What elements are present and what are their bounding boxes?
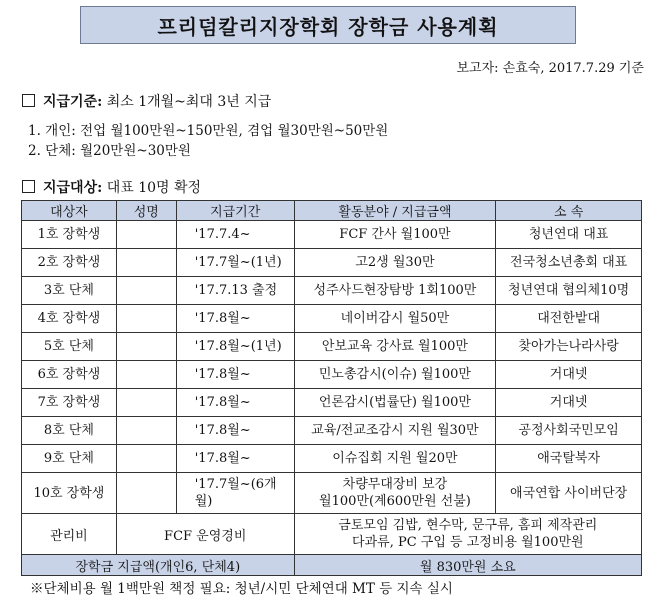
table-cell: 차량무대장비 보강 월100만(계600만원 선불) [294,473,496,514]
table-cell: FCF 간사 월100만 [294,221,496,249]
page-title: 프리덤칼리지장학회 장학금 사용계획 [80,6,576,44]
criteria-list [28,121,388,161]
footnote: ※단체비용 월 1백만원 책정 필요: 청년/시민 단체연대 MT 등 지속 실시 [30,581,453,597]
table-cell: 거대넷 [496,361,642,389]
table-cell: '17.8월~ [176,305,294,333]
col-header: 대상자 [22,201,117,221]
table-cell: '17.7월~(6개월) [176,473,294,514]
table-cell: 안보교육 강사료 월100만 [294,333,496,361]
table-cell: 애국연합 사이버단장 [496,473,642,514]
table-cell [116,221,176,249]
criteria-section [22,91,271,111]
criteria-head: 지급기준: [43,94,103,110]
recipients-section [22,177,201,197]
table-cell: 6호 장학생 [22,361,117,389]
total-amount: 월 830만원 소요 [294,555,641,576]
criteria-item: 2. 단체: 월20만원~30만원 [28,143,191,159]
table-cell: 교육/전교조감시 지원 월30만 [294,417,496,445]
table-cell [116,361,176,389]
table-cell: 민노총감시(이슈) 월100만 [294,361,496,389]
table-cell: '17.7.4~ [176,221,294,249]
table-row [22,333,642,361]
col-header: 성명 [116,201,176,221]
table-cell: 3호 단체 [22,277,117,305]
table-cell [116,473,176,514]
criteria-text: 최소 1개월~최대 3년 지급 [106,94,272,110]
table-row [22,473,642,514]
table-cell: 고2생 월30만 [294,249,496,277]
recipients-text: 대표 10명 확정 [106,180,202,196]
table-cell [116,417,176,445]
total-label: 장학금 지급액(개인6, 단체4) [22,555,295,576]
table-cell: 2호 장학생 [22,249,117,277]
table-row [22,249,642,277]
table-cell [116,305,176,333]
checkbox-icon [22,180,35,193]
criteria-item: 1. 개인: 전업 월100만원~150만원, 겸업 월30만원~50만원 [28,123,389,139]
table-cell: 10호 장학생 [22,473,117,514]
table-cell: '17.8월~ [176,361,294,389]
table-cell: 언론감시(법률단) 월100만 [294,389,496,417]
col-header: 활동분야 / 지급금액 [294,201,496,221]
table-cell: 8호 단체 [22,417,117,445]
table-row [22,417,642,445]
table-cell: 7호 장학생 [22,389,117,417]
table-row [22,277,642,305]
table-cell: '17.8월~(1년) [176,333,294,361]
table-cell: 청년연대 대표 [496,221,642,249]
table-cell: 전국청소년총회 대표 [496,249,642,277]
table-cell [116,389,176,417]
mgmt-detail: 금토모임 김밥, 현수막, 문구류, 홈피 제작관리 다과류, PC 구입 등 고정비용 월100만원 [294,514,641,555]
table-cell: 5호 단체 [22,333,117,361]
table-row [22,389,642,417]
table-cell: 대전한밭대 [496,305,642,333]
table-cell: 1호 장학생 [22,221,117,249]
mgmt-desc: FCF 운영경비 [116,514,294,555]
table-cell: 청년연대 협의체10명 [496,277,642,305]
col-header: 소 속 [496,201,642,221]
recipients-head: 지급대상: [43,180,103,196]
table-row [22,361,642,389]
table-cell: '17.8월~ [176,389,294,417]
reporter-line: 보고자: 손효숙, 2017.7.29 기준 [456,61,644,76]
table-row [22,305,642,333]
table-row [22,221,642,249]
table-cell: 4호 장학생 [22,305,117,333]
table-cell: 9호 단체 [22,445,117,473]
col-header: 지급기간 [176,201,294,221]
table-cell [116,249,176,277]
checkbox-icon [22,94,35,107]
table-cell: 이슈집회 지원 월20만 [294,445,496,473]
table-cell [116,445,176,473]
table-cell: '17.7월~(1년) [176,249,294,277]
table-cell [116,277,176,305]
table-cell: 애국탈북자 [496,445,642,473]
table-cell: 찾아가는나라사랑 [496,333,642,361]
table-cell: '17.7.13 출정 [176,277,294,305]
table-cell: 성주사드현장탐방 1회100만 [294,277,496,305]
table-cell: 거대넷 [496,389,642,417]
table-cell: '17.8월~ [176,417,294,445]
table-cell: 네이버감시 월50만 [294,305,496,333]
mgmt-label: 관리비 [22,514,117,555]
table-row [22,445,642,473]
scholarship-table [21,200,642,576]
table-cell: '17.8월~ [176,445,294,473]
table-cell [116,333,176,361]
table-cell: 공정사회국민모임 [496,417,642,445]
